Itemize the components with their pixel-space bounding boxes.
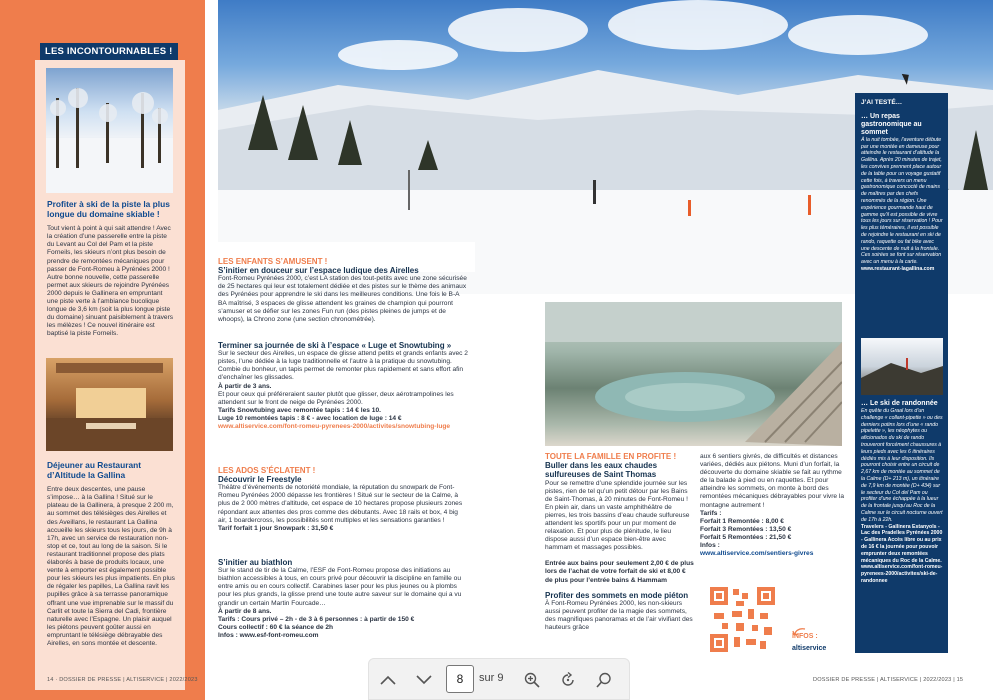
sentiers-section: [700, 453, 847, 558]
qr-site-label: altiservice: [792, 645, 827, 652]
chevron-up-icon: [380, 675, 396, 685]
snowy-forest-photo: [46, 68, 173, 193]
pdf-viewer-toolbar: [368, 658, 630, 700]
left-item2: [47, 461, 175, 648]
summit-body: À Font-Romeu Pyrénées 2000, les non-skieurs aussi peuvent profiter de la magie des sommets, des magnifiques panoramas et de l’air vivifiant des hauteurs grâce: [545, 599, 693, 632]
right-tag: J’AI TESTÉ…: [861, 99, 903, 106]
luge-title: Terminer sa journée de ski à l’espace « Luge et Snowtubing »: [218, 341, 452, 350]
luge-age: À partir de 3 ans.: [218, 382, 272, 390]
section-badge: LES INCONTOURNABLES !: [40, 43, 178, 60]
baths-offer: Entrée aux bains pour seulement 2,00 € de plus lors de l’achat de votre forfait de ski et 8,00 € de plus pour l’entrée bains & Hammam: [545, 560, 694, 584]
next-page-button[interactable]: [411, 667, 437, 693]
sentiers-body: aux 6 sentiers givrés, de difficultés et distances variées, dédiés aux piétons. Muni d’un forfait, la découverte du domaine skiable se fait au rythme de la balade à pied ou en raquettes. Et pour atteindre les sommets, on monte à bord des remontées mécaniques débrayables pour vivre la montagne autrement !: [700, 453, 845, 509]
left-item2-title: Déjeuner au Restaurant d’Altitude la Gallina: [47, 460, 142, 480]
right-page-footer: DOSSIER DE PRESSE | ALTISERVICE | 2022/2023 | 15: [813, 677, 964, 683]
kids-body: Font-Romeu Pyrénées 2000, c’est LA station des tout-petits avec une zone sécurisée de 25 hectares qui leur est totalement dédiée et des pistes sur le thème des animaux des Pyrénées pour apprendre le ski dans les meilleures conditions. Une fois le B-A BA maîtrisé, 3 espaces de glisse attendent les graines de champion qui pourront s’amuser et se défier sur les zones Fun run (des pistes pleines de jumps et de whoops), la Chrono zone (une section chronométrée).: [218, 275, 467, 323]
biathlon-age: À partir de 8 ans.: [218, 607, 272, 615]
luge-price-1: Tarifs Snowtubing avec remontée tapis : 14 € les 10.: [218, 406, 381, 414]
search-button[interactable]: [591, 667, 617, 693]
summit-title: Profiter des sommets en mode piéton: [545, 590, 689, 600]
search-icon: [596, 672, 612, 688]
zoom-in-icon: [524, 672, 540, 688]
luge-section: [218, 341, 468, 431]
thermal-baths-photo: [545, 302, 842, 446]
left-page-footer: 14 · DOSSIER DE PRESSE | ALTISERVICE | 2022/2023: [47, 677, 198, 683]
qr-code-icon[interactable]: [708, 585, 777, 654]
page-total-label: sur 9: [479, 672, 504, 684]
biathlon-price-1: Tarifs : Cours privé – 2h - de 3 à 6 personnes : à partir de 150 €: [218, 615, 415, 623]
luge-body-2: Et pour ceux qui préféreraient sauter plutôt que glisser, deux aérotrampolines les attendent sur le front de neige de Pyrénées 2000.: [218, 390, 454, 406]
right-item2-body: En quête du Graal lors d’un challenge « collant-pipette » ou des derniers potins lors d’une « rando pipelette », les néophytes ou aficionados du ski de rando trouveront forcément chaussures à leurs pieds avec les 6 itinéraires dédiés mis à leur disposition. Ils pourront choisir entre un circuit de 2,67 km de montée au sommet de la Calme (D+ 213 m), un itinéraire de 7,9 km de montée (D+ 434) sur le secteur du Col del Pam ou profiter d’une échappée à la lueur de la frontale jusqu’au Roc de la Calme sur le circuit nocturne ouvert de 17h à 22h.: [861, 408, 943, 523]
freestyle-price: Tarif forfait 1 jour Snowpark : 31,50 €: [218, 524, 334, 532]
page-number-input[interactable]: 8: [446, 665, 474, 693]
right-item1-body: À la nuit tombée, l’aventure débute par une montée en dameuse pour atteindre le restaurant d’altitude la Gallina. Après 20 minutes de trajet, les convives prennent place autour de la table pour un voyage gustatif cette fois, à travers un menu gastronomique concocté de mains de maîtres par des chefs renommés de la région. Une expérience gourmande haut de gamme qu’il est possible de vivre tous les jours sur réservation ! Pour les plus téméraires, il est possible de rejoindre le restaurant en ski de rando, raquette ou fat bike avec une descente de nuit à la frontale. Ces soirées se font sur réservation avec un menu à la carte.: [861, 136, 943, 266]
right-item2: [861, 400, 943, 585]
left-item2-body: Entre deux descentes, une pause s’impose… à la Gallina ! Situé sur le plateau de la Gallinera, à presque 2 200 m, au sommet des télésièges des Airelles et des Aveillans, le restaurant La Gallina accueille les skieurs tous les jours, de 9h à 17h, avec un service de restauration non-stop et ce, tout au long de la saison. Si le restaurant traditionnel propose des plats élaborés à base de produits locaux, une vente à emporter est également possible pour les skieurs les plus impatients. En plus de régaler les papilles, La Gallina ravit les pupilles grâce à sa terrasse panoramique offrant une vue imprenable sur le massif du Carlit et toute la Sierra del Cadi, frontière naturelle avec l’Espagne. Un plaisir auquel les piétons peuvent goûter aussi en empruntant le télésiège débrayable des Airelles, en sons montée et descente.: [47, 486, 175, 647]
chevron-down-icon: [416, 675, 432, 685]
luge-body: Sur le secteur des Airelles, un espace de glisse attend petits et grands enfants avec 2 pistes, l’une dédiée à la luge traditionnelle et l’autre à la pratique du snowtubing. Combie du bonheur, un tapis permet de remonter plus rapidement et sans effort afin d’enchaîner les glissades.: [218, 350, 468, 382]
luge-link[interactable]: www.altiservice.com/font-romeu-pyrenees-2000/activites/snowtubing-luge: [218, 423, 451, 431]
tarifs-label: Tarifs :: [700, 509, 722, 517]
baths-body: Pour se remettre d’une splendide journée sur les pistes, rien de tel qu’un petit détour par les Bains de Saint-Thomas, à 20 minutes de Font-Romeu ! En plein air, dans un vaste amphithéâtre de pierres, les trois bassins d’eau chaude sulfureuse attendent les sportifs pour un pur moment de relaxation. Et pour plus de plénitude, le lieu dispose aussi d’un espace bien-être avec hammam et massages possibles.: [545, 479, 690, 552]
kids-title: S’initier en douceur sur l’espace ludique des Airelles: [218, 266, 419, 276]
luge-price-2: Luge 10 remontées tapis : 8 € - avec location de luge : 14 €: [218, 414, 402, 422]
restaurant-interior-photo: [46, 358, 173, 451]
tarif-3: Forfait 5 Remontées : 21,50 €: [700, 533, 792, 541]
tarif-1: Forfait 1 Remontée : 8,00 €: [700, 517, 784, 525]
baths-section: [545, 453, 695, 632]
biathlon-info: Infos : www.esf-font-romeu.com: [218, 631, 319, 639]
freestyle-body: Théâtre d’événements de notoriété mondiale, la réputation du snowpark de Font-Romeu Pyrénées 2000 dépasse les frontières ! Situé sur le secteur de la Calme, à plus de 2 000 mètres d’altitude, cet espace de 10 hectares propose plusieurs zones répondant aux attentes des pros comme des débutants. Avec 18 rails et box, 4 big air, 1 boardercross, les possibilités sont multiples et les sensations garanties !: [218, 484, 463, 524]
left-item1-title: Profiter à ski de la piste la plus longue du domaine skiable !: [47, 199, 170, 219]
freestyle-section: [218, 467, 468, 533]
kids-tag: LES ENFANTS S’AMUSENT !: [218, 257, 328, 266]
family-tag: TOUTE LA FAMILLE EN PROFITE !: [545, 452, 677, 461]
right-item1-title: … Un repas gastronomique au sommet: [861, 112, 922, 136]
qr-infos-label: INFOS :: [792, 633, 818, 640]
infos-label: Infos :: [700, 542, 720, 550]
rotate-button[interactable]: [555, 667, 581, 693]
sentiers-link[interactable]: www.altiservice.com/sentiers-givres: [700, 550, 814, 558]
kids-section: [218, 258, 468, 324]
tarif-2: Forfait 3 Remontées : 13,50 €: [700, 525, 792, 533]
ados-tag: LES ADOS S’ÉCLATENT !: [218, 466, 316, 475]
biathlon-body: Sur le stand de tir de la Calme, l’ESF de Font-Romeu propose des initiations au biathlon accessibles à tous, en cours privé pour découvrir la discipline en famille ou entre amis ou en cours collectif. Carabines laser pour les plus jeunes ou à plombs pour les plus grands, la glisse prend une toute autre saveur sur le domaine qui a vu grandir un certain Martin Fourcade…: [218, 567, 462, 607]
baths-title: Buller dans les eaux chaudes sulfureuses de Saint Thomas: [545, 461, 658, 480]
left-item1: [47, 200, 175, 339]
ski-touring-photo: [861, 338, 943, 395]
rotate-icon: [560, 672, 576, 688]
right-item2-link[interactable]: www.altiservice.com/font-romeu-pyrenees-2000/activites/ski-de-randonnee: [861, 564, 943, 584]
biathlon-section: [218, 558, 468, 640]
biathlon-title: S’initier au biathlon: [218, 558, 293, 567]
right-item1-link[interactable]: www.restaurant-lagallina.com: [861, 265, 935, 272]
right-item2-info: Travelers - Gallinera Estanyols - Lac des Pradelles Pyrénées 2000 - Gallinera Accès libre ou au prix de 16 € la journée pour pouvoir emprunter deux remontées mécaniques du Roc de la Calme.: [861, 523, 943, 564]
left-item1-body: Tout vient à point à qui sait attendre ! Avec la création d’une passerelle entre la piste du Levant au Col del Pam et la piste Forneils, les skieurs n’ont plus besoin de prendre de remontées mécaniques pour passer de Font-Romeu à Pyrénées 2000 ! Autre bonne nouvelle, cette passerelle permet aux skieurs de rejoindre Pyrénées 2000 depuis le Gallinera en empruntant une piste verte à l’ambiance bucolique longue de 3,6 km (soit la plus longue piste du domaine) sinuant paisiblement à travers les mélèzes ! Ce nouvel itinéraire est baptisé la piste Forneils.: [47, 225, 174, 338]
previous-page-button[interactable]: [375, 667, 401, 693]
biathlon-price-2: Cours collectif : 60 € la séance de 2h: [218, 623, 334, 631]
zoom-in-button[interactable]: [519, 667, 545, 693]
right-item1: [861, 100, 943, 273]
freestyle-title: Découvrir le Freestyle: [218, 475, 302, 485]
right-item2-title: … Le ski de randonnée: [861, 400, 938, 407]
